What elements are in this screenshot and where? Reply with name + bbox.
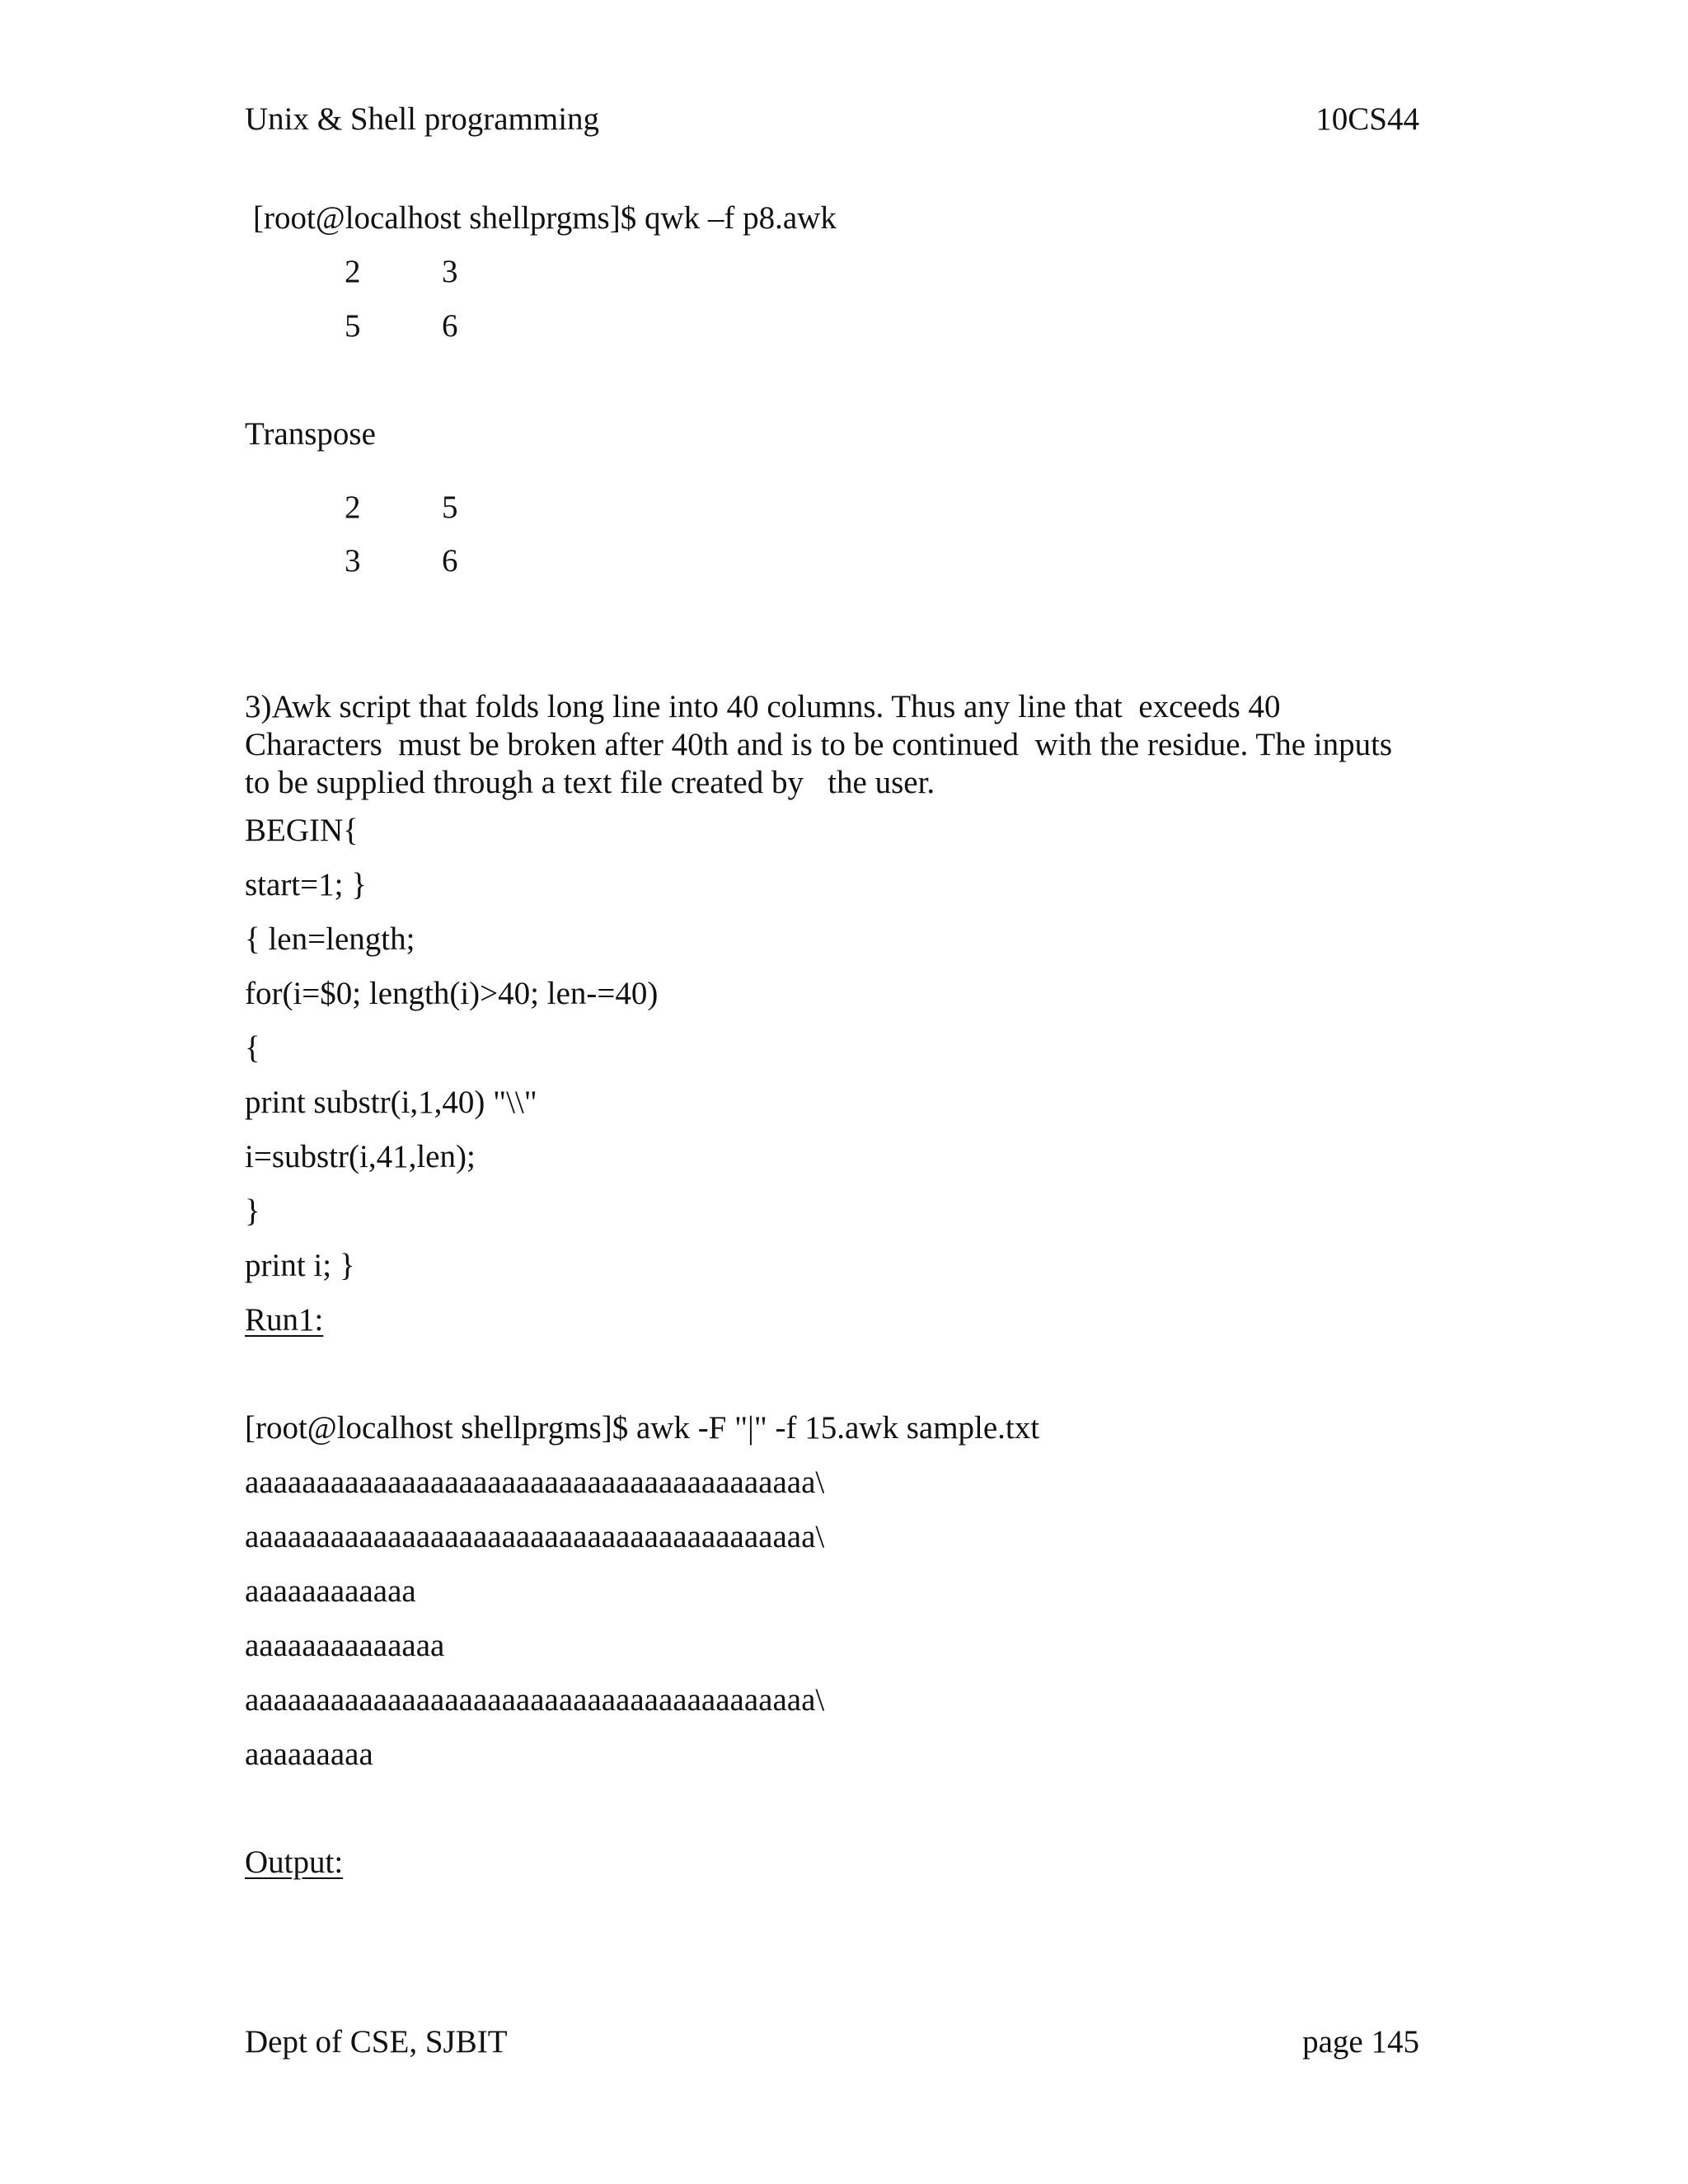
question-line: to be supplied through a text file created by the user. bbox=[245, 765, 935, 800]
run1-label: Run1: bbox=[245, 1302, 324, 1338]
output-line: aaaaaaaaaaaa bbox=[245, 1573, 416, 1609]
question-line: Characters must be broken after 40th and is to be continued with the residue. The inputs bbox=[245, 727, 1393, 762]
code-line: } bbox=[245, 1193, 260, 1229]
matrix-cell: 3 bbox=[345, 543, 361, 579]
question-paragraph bbox=[245, 688, 1432, 802]
code-line: print substr(i,1,40) "\\" bbox=[245, 1085, 537, 1120]
matrix-cell: 6 bbox=[442, 543, 458, 579]
matrix-cell: 2 bbox=[345, 254, 361, 289]
matrix-cell: 3 bbox=[442, 254, 458, 289]
output-line: aaaaaaaaaaaaaa bbox=[245, 1628, 445, 1663]
code-line: i=substr(i,41,len); bbox=[245, 1139, 476, 1174]
code-line: { len=length; bbox=[245, 921, 415, 957]
matrix-cell: 5 bbox=[345, 308, 361, 344]
code-line: print i; } bbox=[245, 1248, 355, 1283]
output-line: aaaaaaaaaaaaaaaaaaaaaaaaaaaaaaaaaaaaaaaa\ bbox=[245, 1682, 825, 1718]
output-line: aaaaaaaaaaaaaaaaaaaaaaaaaaaaaaaaaaaaaaaa\ bbox=[245, 1519, 825, 1554]
code-line: BEGIN{ bbox=[245, 813, 359, 848]
output-label: Output: bbox=[245, 1844, 344, 1880]
header-course-code: 10CS44 bbox=[1315, 101, 1419, 137]
matrix-cell: 6 bbox=[442, 308, 458, 344]
output-line: aaaaaaaaaaaaaaaaaaaaaaaaaaaaaaaaaaaaaaaa\ bbox=[245, 1465, 825, 1500]
command-line-awk: [root@localhost shellprgms]$ awk -F "|" -f 15.awk sample.txt bbox=[245, 1410, 1040, 1446]
question-line: 3)Awk script that folds long line into 40 columns. Thus any line that exceeds 40 bbox=[245, 689, 1281, 724]
matrix-cell: 5 bbox=[442, 490, 458, 525]
footer-page-number: page 145 bbox=[1302, 2024, 1419, 2060]
header-title: Unix & Shell programming bbox=[245, 101, 600, 137]
code-line: start=1; } bbox=[245, 867, 367, 902]
footer-dept: Dept of CSE, SJBIT bbox=[245, 2024, 508, 2060]
command-line-p8: [root@localhost shellprgms]$ qwk –f p8.awk bbox=[253, 200, 837, 236]
transpose-label: Transpose bbox=[245, 416, 376, 452]
output-line: aaaaaaaaa bbox=[245, 1736, 373, 1772]
code-line: { bbox=[245, 1030, 260, 1066]
matrix-cell: 2 bbox=[345, 490, 361, 525]
code-line: for(i=$0; length(i)>40; len-=40) bbox=[245, 976, 659, 1011]
